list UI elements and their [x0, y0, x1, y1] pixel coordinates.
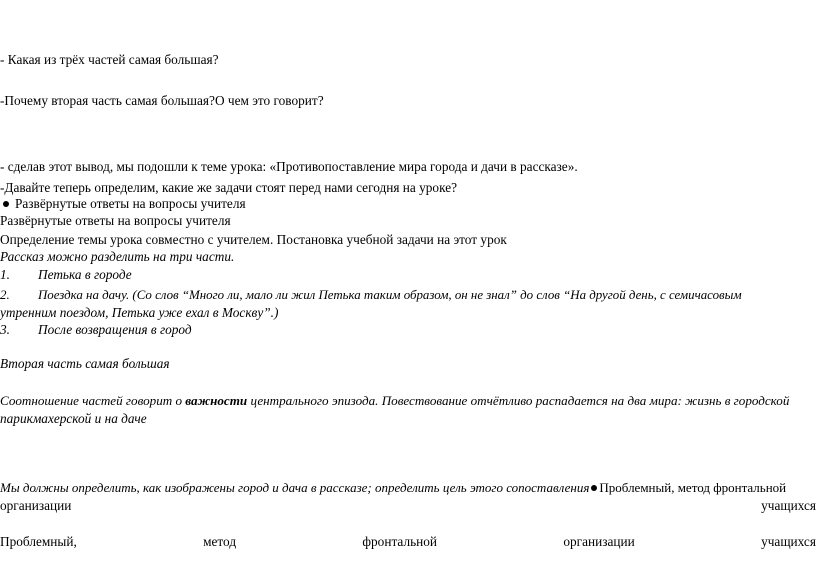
method-word: Проблемный, [0, 534, 77, 549]
list-text: Петька в городе [38, 267, 132, 282]
ratio-text-bold: важности [185, 393, 248, 408]
goal-paragraph-line-2 [0, 498, 816, 514]
goal-text-italic: Мы должны определить, как изображены город и дача в рассказе; определить цель этого сопоставления [0, 480, 590, 495]
list-text: После возвращения в город [38, 322, 192, 337]
second-part-largest: Вторая часть самая большая [0, 356, 170, 371]
detailed-answers-line: Развёрнутые ответы на вопросы учителя [0, 213, 231, 228]
list-text: Поездка на дачу. (Со слов “Много ли, мало ли жил Петька таким образом, он не знал” до слов “На другой день, с семичасовым [38, 288, 742, 302]
list-number: 2. [0, 288, 10, 302]
bullet-icon [3, 201, 9, 207]
method-word: метод [203, 534, 237, 549]
story-division-line: Рассказ можно разделить на три части. [0, 249, 235, 264]
lesson-tasks-question: -Давайте теперь определим, какие же задачи стоят перед нами сегодня на уроке? [0, 180, 457, 195]
list-item-2 [0, 287, 742, 303]
ratio-text-b: центрального эпизода. Повествование отчётливо распадается на два мира: жизнь в городской [247, 393, 790, 408]
topic-definition-line: Определение темы урока совместно с учителем. Постановка учебной задачи на этот урок [0, 232, 507, 247]
list-item-2-continuation: утренним поездом, Петька уже ехал в Москву”.) [0, 305, 279, 320]
bullet-item [0, 196, 246, 212]
list-number: 1. [0, 267, 10, 282]
question-largest-part: - Какая из трёх частей самая большая? [0, 52, 219, 67]
method-word: организации [563, 534, 635, 549]
ratio-text-a: Соотношение частей говорит о [0, 393, 186, 408]
list-item-3 [0, 322, 192, 338]
bullet-text: Развёрнутые ответы на вопросы учителя [15, 196, 246, 211]
bullet-icon [591, 485, 597, 491]
method-word: фронтальной [362, 534, 438, 549]
goal-paragraph-line-1 [0, 480, 786, 496]
goal-text-students: учащихся [761, 498, 816, 513]
ratio-paragraph-line-2: парикмахерской и на даче [0, 411, 147, 426]
list-number: 3. [0, 322, 10, 337]
ratio-paragraph-line-1 [0, 393, 789, 409]
question-why-second-part: -Почему вторая часть самая большая?О чем это говорит? [0, 93, 324, 108]
goal-text-organization: организации [0, 498, 72, 513]
goal-text-method: Проблемный, метод фронтальной [599, 480, 787, 495]
list-item-1 [0, 267, 132, 283]
lesson-topic-paragraph: - сделав этот вывод, мы подошли к теме урока: «Противопоставление мира города и дачи в рассказе». [0, 159, 578, 174]
method-word: учащихся [761, 534, 816, 549]
method-row [0, 534, 816, 550]
